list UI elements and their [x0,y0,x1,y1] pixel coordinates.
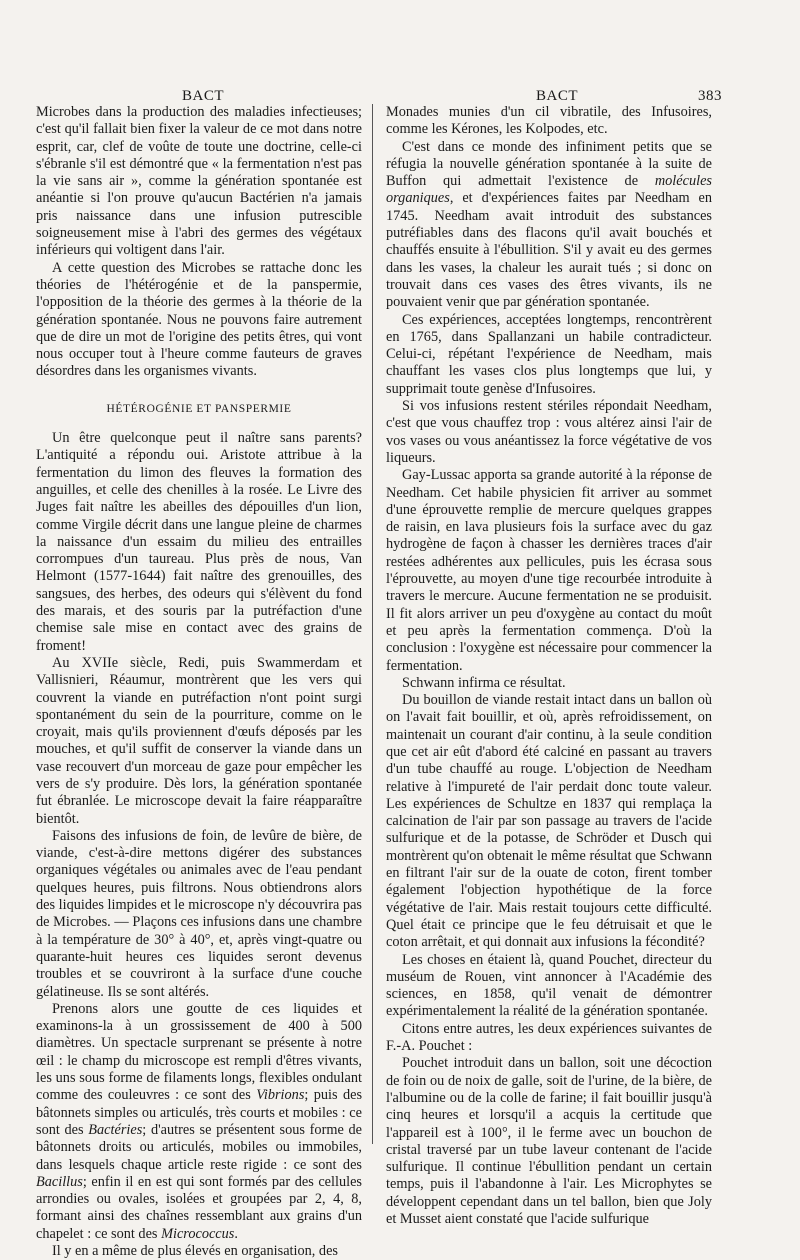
text-run: ; d'autres se présentent sous forme de bâtonnets droits ou articulés, mobiles ou immobiles, dans lesquels chaque article reste rigide : ce sont des [36,1121,362,1173]
column-divider [372,104,373,1144]
paragraph: Il y en a même de plus élevés en organisation, des [52,1243,338,1259]
text-run: . [234,1225,238,1242]
text-run: ; enfin il en est qui sont formés par des cellules arrondies ou ovales, isolées et groupées par 2, 4, 8, formant ainsi des chaînes ressemblant aux grains d'un chapelet : ce sont des [36,1173,362,1242]
term-vibrions: Vibrions [256,1087,305,1104]
paragraph: Faisons des infusions de foin, de levûre de bière, de viande, c'est-à-dire mettons digérer des substances organiques végétales ou animales avec de l'eau pendant quelques heures, puis filtrons. Nous obtiendrons alors des liquides limpides et le microscope n'y découvrira pas de Microbes. — Plaçons ces infusions dans une chambre à la température de 30° à 40°, et, après vingt-quatre ou quarante-huit heures ces liquides seront devenus troubles et se couvriront à la surface d'une couche gélatineuse. Ils se sont altérés. [36,827,362,1000]
paragraph: Un être quelconque peut il naître sans parents? L'antiquité a répondu oui. Aristote attribue à la fermentation du limon des fleuves la formation des anguilles, et celle des chenilles à la rosée. Le Livre des Juges fait naître les abeilles des dépouilles d'un lion, comme Virgile décrit dans une langue pleine de charmes la naissance d'un essaim du milieu des entrailles corrompues d'un taureau. Plus près de nous, Van Helmont (1577-1644) fait naître des grenouilles, des sangsues, des herbes, des odeurs qui s'élèvent du fond des marais, et des souris par la putréfaction d'une chemise sale mise en contact avec des grains de froment! [36,430,362,654]
paragraph [36,1001,362,1243]
paragraph: A cette question des Microbes se rattache donc les théories de l'hétérogénie et de la panspermie, l'opposition de la théorie des germes à la théorie de la génération spontanée. Nous ne pouvons faire autrement que de dire un mot de l'origine des petits êtres, qui vont nous occuper tout à l'heure comme fauteurs de graves désordres dans les organismes vivants. [36,259,362,380]
paragraph: Au XVIIe siècle, Redi, puis Swammerdam et Vallisnieri, Réaumur, montrèrent que les vers qui couvrent la viande en putréfaction n'ont point surgi spontanément du sein de la pourriture, comme on le croyait, mais qu'ils proviennent d'œufs déposés par les mouches, et qu'il suffit de conserver la viande dans un vase recouvert d'un morceau de gaze pour empêcher les vers de s'y produire. Dès lors, la génération spontanée fut ébranlée. Le microscope devait la faire réapparaître bientôt. [36,654,362,827]
paragraph: Gay-Lussac apporta sa grande autorité à la réponse de Needham. Cet habile physicien fit arriver au sommet d'une éprouvette remplie de mercure quelques grappes de raisin, en lava plusieurs fois la surface avec du gaz hydrogène de façon à chasser les dernières traces d'air restées adhérentes aux pellicules, puis les écrasa sous l'éprouvette, au moyen d'une tige recourbée introduite à travers le mercure. Aucune fermentation ne se produisit. Il fit alors arriver un peu d'oxygène au contact du moût et peu après la fermentation commença. D'où la conclusion : l'oxygène est nécessaire pour commencer la fermentation. [386,467,712,674]
term-bacillus: Bacillus [36,1173,83,1190]
paragraph: Du bouillon de viande restait intact dans un ballon où on l'avait fait bouillir, et où, après refroidissement, on maintenait un courant d'air continu, à la seule condition que cet air eût d'abord été calciné en passant au travers d'un tube chauffé au rouge. L'objection de Needham relative à l'impureté de l'air perdait donc toute valeur. Les expériences de Schultze en 1837 qui remplaça la calcination de l'air par son passage au travers de l'acide sulfurique et de la potasse, de Schröder et Dusch qui montrèrent qu'on obtenait le même résultat que Schwann en filtrant l'air sur de la ouate de coton, firent tomber également l'objection hypothétique de la force végétative de l'air. Mais restait toujours cette difficulté. Quel était ce principe que le feu détruisait et que le coton arrêtait, et qui donnait aux infusions la fécondité? [386,692,712,951]
right-column [386,104,712,1228]
paragraph: Ces expériences, acceptées longtemps, rencontrèrent en 1765, dans Spallanzani un habile contradicteur. Celui-ci, répétant l'expérience de Needham, mais chauffant les vases clos plus longtemps que lui, y supprimait toute genèse d'Infusoires. [386,311,712,397]
paragraph [386,139,712,312]
left-column [36,104,362,1260]
text-run: ; puis des bâtonnets simples ou articulés, très courts et mobiles : ce sont des [36,1087,363,1138]
term-bacteries: Bactéries [88,1121,143,1138]
text-run: C'est dans ce monde des infiniment petits que se réfugia la nouvelle génération spontanée à la suite de Buffon qui admettait l'existence de [386,138,712,190]
text-run: Prenons alors une goutte de ces liquides et examinons-la à un grossissement de 400 à 500 diamètres. Un spectacle surprenant se présente à notre œil : le champ du microscope est rempli d'êtres vivants, les uns sous forme de filaments longs, flexibles ondulant comme des couleuvres : ce sont des [36,1000,362,1104]
term-molecules-organiques: molécules organiques [386,173,712,207]
paragraph: Citons entre autres, les deux expériences suivantes de F.-A. Pouchet : [386,1020,712,1055]
page-number: 383 [698,88,722,104]
paragraph: Monades munies d'un cil vibratile, des Infusoires, comme les Kérones, les Kolpodes, etc. [386,104,712,138]
paragraph: Si vos infusions restent stériles répondait Needham, c'est que vous chauffez trop : vous altérez ainsi l'air de vos vases ou vous anéantissez la force végétative de vos liqueurs. [386,398,712,466]
term-micrococcus: Micrococcus [161,1225,235,1242]
section-heading: HÉTÉROGÉNIE ET PANSPERMIE [106,402,292,415]
paragraph: Pouchet introduit dans un ballon, soit une décoction de foin ou de noix de galle, soit de l'urine, de la bière, de l'albumine ou de la colle de farine; il fait bouillir jusqu'à cinq heures et lorsqu'il a acquis la certitude que l'appareil est à 100°, il le ferme avec un bouchon de cristal traversé par un tube laveur contenant de l'acide sulfurique. Il continue l'ébullition pendant un certain temps, puis il l'abandonne à l'air. Les Microphytes se développent cependant dans un tel ballon, bien que Joly et Musset aient constaté que l'acide sulfurique [386,1055,712,1227]
running-header-right: BACT [536,88,579,104]
text-run: , et d'expériences faites par Needham en 1745. Needham avait introduit des substances putréfiables dans des flacons qu'il avait bouchés et chauffés ensuite à l'ébullition. S'il y avait eu des germes dans les vases, la chaleur les aurait tués ; si donc on trouvait dans ces vases des êtres vivants, ils ne pouvaient venir que par génération spontanée. [386,190,712,311]
paragraph: Les choses en étaient là, quand Pouchet, directeur du muséum de Rouen, vint annoncer à l'Académie des sciences, en 1858, qu'il venait de démontrer expérimentalement la réalité de la génération spontanée. [386,951,712,1020]
paragraph: Microbes dans la production des maladies infectieuses; c'est qu'il fallait bien fixer la valeur de ce mot dans notre esprit, car, clef de voûte de toute une doctrine, celle-ci s'ébranle s'il est démontré que « la fermentation n'est pas la vie sans air », comme la génération spontanée est anéantie si l'on prouve qu'aucun Bactérien n'a jamais pris naissance dans une infusion putrescible soigneusement mise à l'abri des germes des végétaux inférieurs qui voltigent dans l'air. [36,104,362,259]
running-header-left: BACT [182,88,225,104]
paragraph: Schwann infirma ce résultat. [402,674,566,691]
